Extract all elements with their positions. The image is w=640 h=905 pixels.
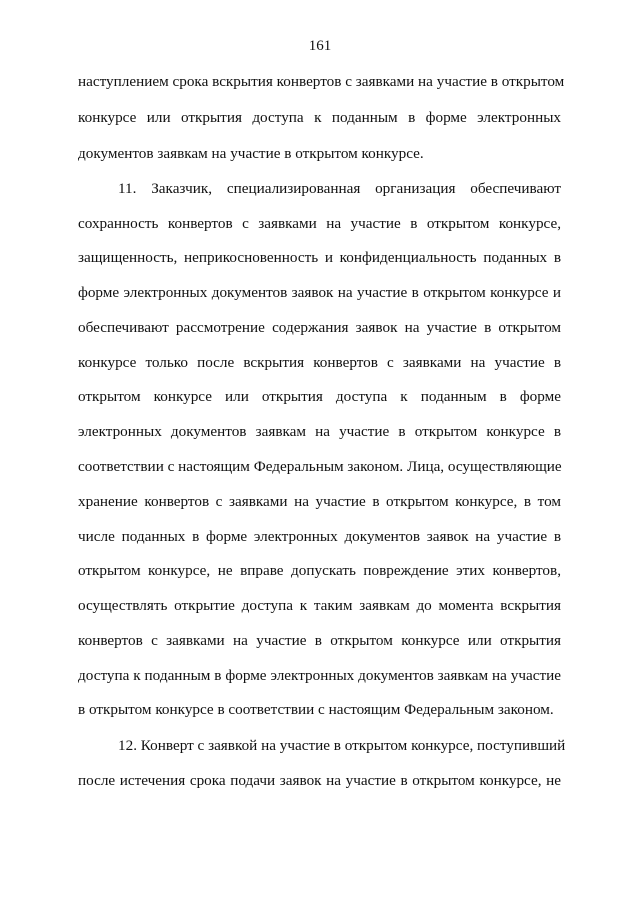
text-line: доступа к поданным в форме электронных документов заявкам на участие: [78, 667, 561, 684]
text-line: 12. Конверт с заявкой на участие в открытом конкурсе, поступивший: [118, 737, 566, 754]
text-line: открытом конкурсе или открытия доступа к поданным в форме: [78, 388, 561, 405]
text-line: обеспечивают рассмотрение содержания заявок на участие в открытом: [78, 319, 561, 336]
page-number: 161: [308, 38, 332, 54]
text-line: сохранность конвертов с заявками на участие в открытом конкурсе,: [78, 215, 561, 232]
text-line: числе поданных в форме электронных документов заявок на участие в: [78, 528, 561, 545]
text-line: форме электронных документов заявок на участие в открытом конкурсе и: [78, 284, 561, 301]
text-line: 11. Заказчик, специализированная организация обеспечивают: [118, 180, 561, 197]
text-line: конкурсе или открытия доступа к поданным в форме электронных: [78, 109, 561, 126]
text-line: конкурсе только после вскрытия конвертов с заявками на участие в: [78, 354, 561, 371]
text-line: осуществлять открытие доступа к таким заявкам до момента вскрытия: [78, 597, 561, 614]
text-line: соответствии с настоящим Федеральным законом. Лица, осуществляющие: [78, 458, 562, 475]
text-line: конвертов с заявками на участие в открытом конкурсе или открытия: [78, 632, 561, 649]
text-line: электронных документов заявкам на участие в открытом конкурсе в: [78, 423, 561, 440]
text-line: после истечения срока подачи заявок на участие в открытом конкурсе, не: [78, 772, 561, 789]
text-line: защищенность, неприкосновенность и конфиденциальность поданных в: [78, 249, 561, 266]
text-line: документов заявкам на участие в открытом конкурсе.: [78, 145, 424, 162]
text-line: наступлением срока вскрытия конвертов с заявками на участие в открытом: [78, 73, 565, 90]
text-line: в открытом конкурсе в соответствии с настоящим Федеральным законом.: [78, 701, 554, 718]
text-line: хранение конвертов с заявками на участие в открытом конкурсе, в том: [78, 493, 561, 510]
text-line: открытом конкурсе, не вправе допускать повреждение этих конвертов,: [78, 562, 561, 579]
